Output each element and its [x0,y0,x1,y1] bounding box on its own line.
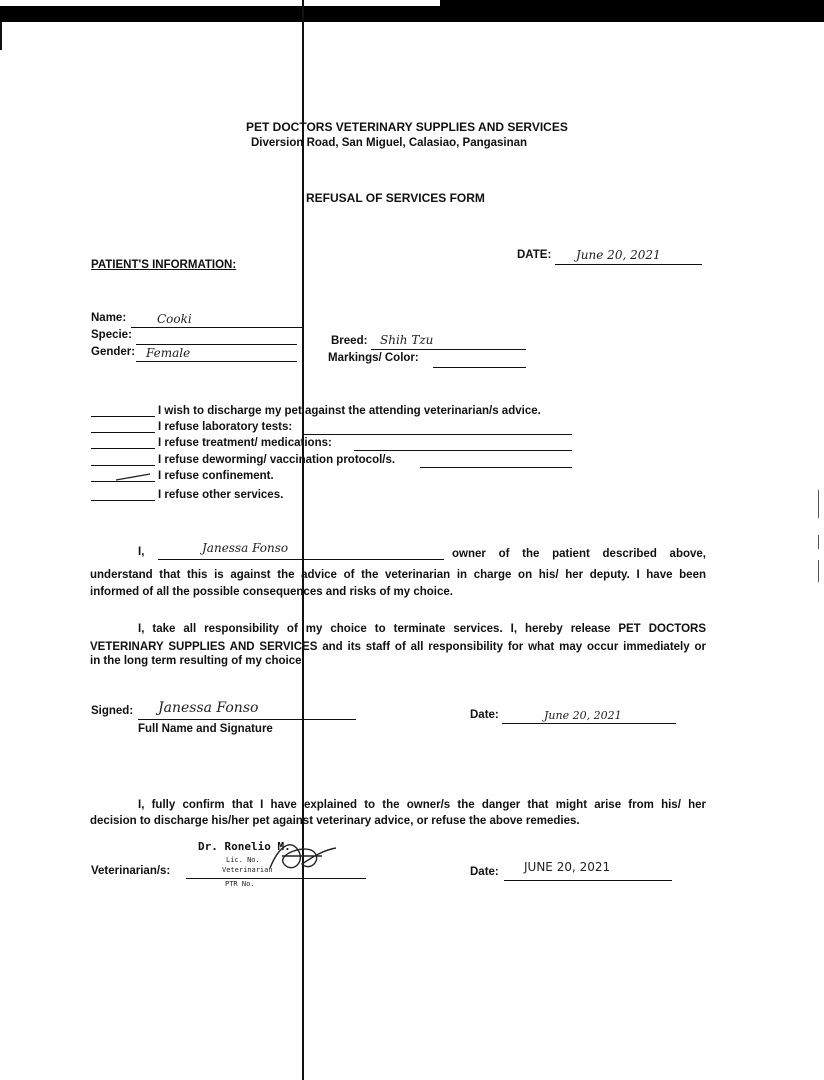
name-label: Name: [91,312,127,324]
form-title: REFUSAL OF SERVICES FORM [306,191,485,205]
patient-info-heading: PATIENT'S INFORMATION: [91,259,237,271]
refusal-item-text: I refuse treatment/ medications: [158,437,332,449]
vet-signature-scribble [262,834,342,878]
vet-date-label: Date: [470,866,499,878]
specie-line [136,344,297,345]
markings-line [433,367,526,368]
statement-line2: understand that this is against the advice of the veterinarian in charge on his/ her deputy. I have been [90,569,706,581]
scan-edge-mark [818,490,819,518]
company-address: Diversion Road, San Miguel, Calasiao, Pangasinan [251,137,528,149]
scan-left-mark [0,22,2,50]
refusal-blank[interactable] [91,416,155,417]
refusal-item-text: I wish to discharge my pet against the attending veterinarian/s advice. [158,405,541,417]
date-label: DATE: [517,249,552,261]
veterinarian-line [186,878,366,879]
refusal-blank[interactable] [91,432,155,433]
statement-prefix: I, [138,546,145,558]
vet-date-value: JUNE 20, 2021 [524,860,611,874]
refusal-item-text: I refuse laboratory tests: [158,421,293,433]
refusal-detail-line[interactable] [354,450,572,451]
vet-stamp-name: Dr. Ronelio M. [198,840,291,853]
vet-stamp-ptr: PTR No. [225,880,255,888]
breed-value: Shih Tzu [380,333,434,347]
gender-line [136,361,297,362]
owner-date-label: Date: [470,709,499,721]
responsibility-line3: in the long term resulting of my choice. [90,655,305,667]
gender-label: Gender: [91,346,136,358]
breed-label: Breed: [331,335,368,347]
signed-label: Signed: [91,705,134,717]
refusal-item-text: I refuse other services. [158,489,284,501]
veterinarian-label: Veterinarian/s: [91,865,171,877]
vet-date-line [504,880,672,881]
refusal-check-mark [114,471,154,483]
signature-caption: Full Name and Signature [138,723,273,735]
owner-name-value: Janessa Fonso [202,541,289,555]
markings-label: Markings/ Color: [328,352,419,364]
owner-signature: Janessa Fonso [158,700,259,716]
gender-value: Female [146,346,191,360]
owner-date-value: June 20, 2021 [544,709,622,722]
responsibility-line2: VETERINARY SUPPLIES AND SERVICES and its staff of all responsibility for what may occur immediately or [90,641,706,653]
refusal-detail-line[interactable] [304,434,572,435]
confirmation-line1: I, fully confirm that I have explained to the owner/s the danger that might arise from his/ her [138,799,706,811]
statement-line1-suffix: owner of the patient described above, [452,548,706,560]
name-line [131,327,304,328]
vet-stamp-lic: Lic. No. [226,856,260,864]
breed-line [371,349,526,350]
statement-line3: informed of all the possible consequences and risks of my choice. [90,586,453,598]
date-value: June 20, 2021 [576,248,661,262]
company-name: PET DOCTORS VETERINARY SUPPLIES AND SERVICES [246,120,568,134]
refusal-blank[interactable] [91,448,155,449]
refusal-blank[interactable] [91,500,155,501]
responsibility-line1: I, take all responsibility of my choice to terminate services. I, hereby release PET DOCTORS [138,623,706,635]
scan-top-gap [0,0,440,6]
confirmation-line2: decision to discharge his/her pet against veterinary advice, or refuse the above remedies. [90,815,580,827]
refusal-item-text: I refuse deworming/ vaccination protocol/s. [158,454,396,466]
refusal-item-text: I refuse confinement. [158,470,274,482]
refusal-blank[interactable] [91,465,155,466]
scan-edge-mark [818,535,819,549]
fold-line [302,0,304,1080]
vet-stamp-title: Veterinarian [222,866,273,874]
scan-edge-mark [818,560,819,582]
signature-line [138,719,356,720]
name-value: Cooki [157,312,192,326]
specie-label: Specie: [91,329,132,341]
owner-name-line [158,559,444,560]
date-line [555,264,702,265]
owner-date-line [502,723,676,724]
refusal-detail-line[interactable] [420,467,572,468]
